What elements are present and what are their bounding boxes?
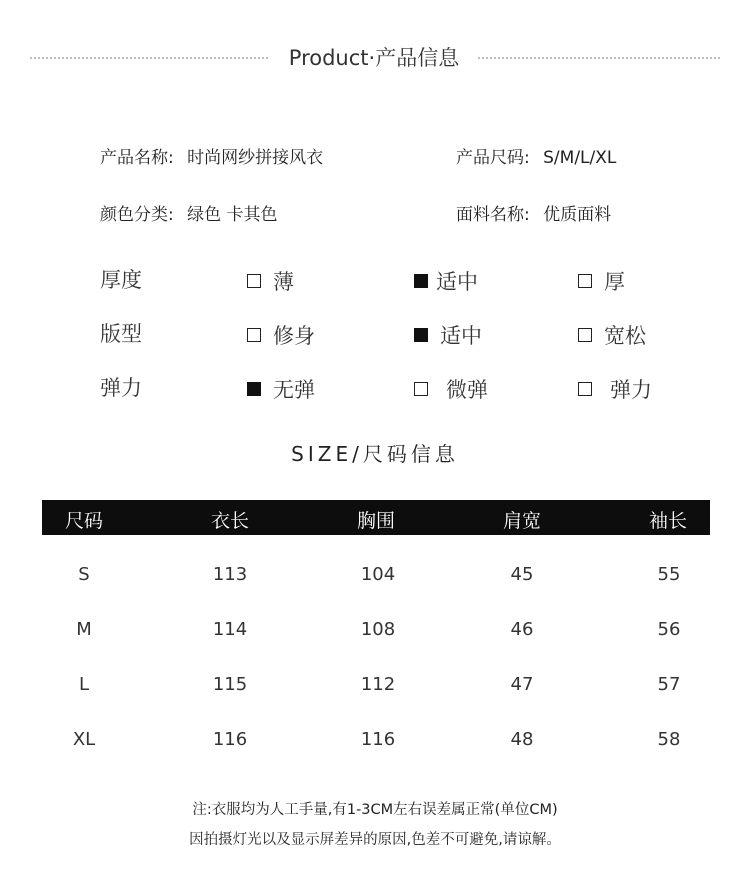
checkbox-icon (247, 274, 261, 288)
attr-elasticity-option-stretch (578, 374, 652, 404)
col-header-shoulder: 肩宽 (502, 510, 541, 532)
table-cell: 48 (510, 729, 534, 750)
col-header-chest: 胸围 (356, 510, 395, 532)
table-cell: 114 (212, 619, 248, 640)
option-label: 微弹 (446, 378, 488, 402)
attr-elasticity-label: 弹力 (100, 376, 142, 400)
checkbox-icon (247, 328, 261, 342)
checkbox-checked-icon (247, 382, 261, 396)
col-header-size: 尺码 (64, 510, 103, 532)
option-label: 厚 (604, 270, 625, 294)
table-cell: 115 (212, 674, 248, 695)
product-name-label: 产品名称: (100, 148, 174, 168)
product-name-value: 时尚网纱拼接风衣 (187, 148, 324, 168)
table-cell: 116 (212, 729, 248, 750)
measurement-note: 注:衣服均为人工手量,有1-3CM左右误差属正常(单位CM) (192, 802, 558, 818)
attr-fit-option-loose (578, 320, 646, 350)
header-divider-left (30, 57, 268, 59)
color-value: 绿色 卡其色 (187, 205, 278, 225)
col-header-sleeve: 袖长 (648, 510, 687, 532)
option-label: 适中 (436, 270, 478, 294)
table-cell: 56 (657, 619, 681, 640)
option-label: 宽松 (604, 324, 646, 348)
product-name-row (100, 143, 323, 168)
option-label: 弹力 (610, 378, 652, 402)
color-row (100, 200, 278, 225)
table-cell: 108 (360, 619, 396, 640)
checkbox-icon (578, 274, 592, 288)
table-cell: XL (72, 729, 96, 750)
size-section-title: SIZE/尺码信息 (291, 442, 459, 466)
fabric-label: 面料名称: (456, 205, 530, 225)
table-cell: 113 (212, 564, 248, 585)
checkbox-icon (414, 382, 428, 396)
checkbox-checked-icon (414, 274, 428, 288)
option-label: 适中 (440, 324, 482, 348)
checkbox-icon (578, 328, 592, 342)
color-disclaimer-note: 因拍摄灯光以及显示屏差异的原因,色差不可避免,请谅解。 (189, 832, 561, 848)
option-label: 薄 (273, 270, 294, 294)
option-label: 修身 (273, 324, 315, 348)
attr-fit-option-slim (247, 320, 315, 350)
product-size-value: S/M/L/XL (543, 148, 617, 168)
table-cell: 104 (360, 564, 396, 585)
table-cell: 57 (657, 674, 681, 695)
table-cell: M (76, 619, 92, 640)
attr-elasticity-option-slight (414, 374, 488, 404)
attr-elasticity-option-none (247, 374, 315, 404)
col-header-length: 衣长 (210, 510, 249, 532)
table-cell: 58 (657, 729, 681, 750)
table-cell: L (78, 674, 90, 695)
option-label: 无弹 (273, 378, 315, 402)
table-cell: 55 (657, 564, 681, 585)
fabric-value: 优质面料 (543, 205, 612, 225)
table-cell: 112 (360, 674, 396, 695)
product-size-label: 产品尺码: (456, 148, 530, 168)
fabric-row (456, 200, 611, 225)
table-cell: 116 (360, 729, 396, 750)
table-cell: 45 (510, 564, 534, 585)
attr-thickness-option-thin (247, 266, 294, 296)
checkbox-icon (578, 382, 592, 396)
checkbox-checked-icon (414, 328, 428, 342)
page-title: Product·产品信息 (288, 46, 460, 70)
attr-thickness-option-medium (414, 266, 478, 296)
table-cell: S (78, 564, 90, 585)
color-label: 颜色分类: (100, 205, 174, 225)
table-cell: 46 (510, 619, 534, 640)
product-size-row (456, 143, 616, 168)
attr-fit-label: 版型 (100, 322, 142, 346)
table-cell: 47 (510, 674, 534, 695)
attr-thickness-label: 厚度 (100, 268, 142, 292)
attr-fit-option-regular (414, 320, 482, 350)
attr-thickness-option-thick (578, 266, 625, 296)
header-divider-right (478, 57, 720, 59)
